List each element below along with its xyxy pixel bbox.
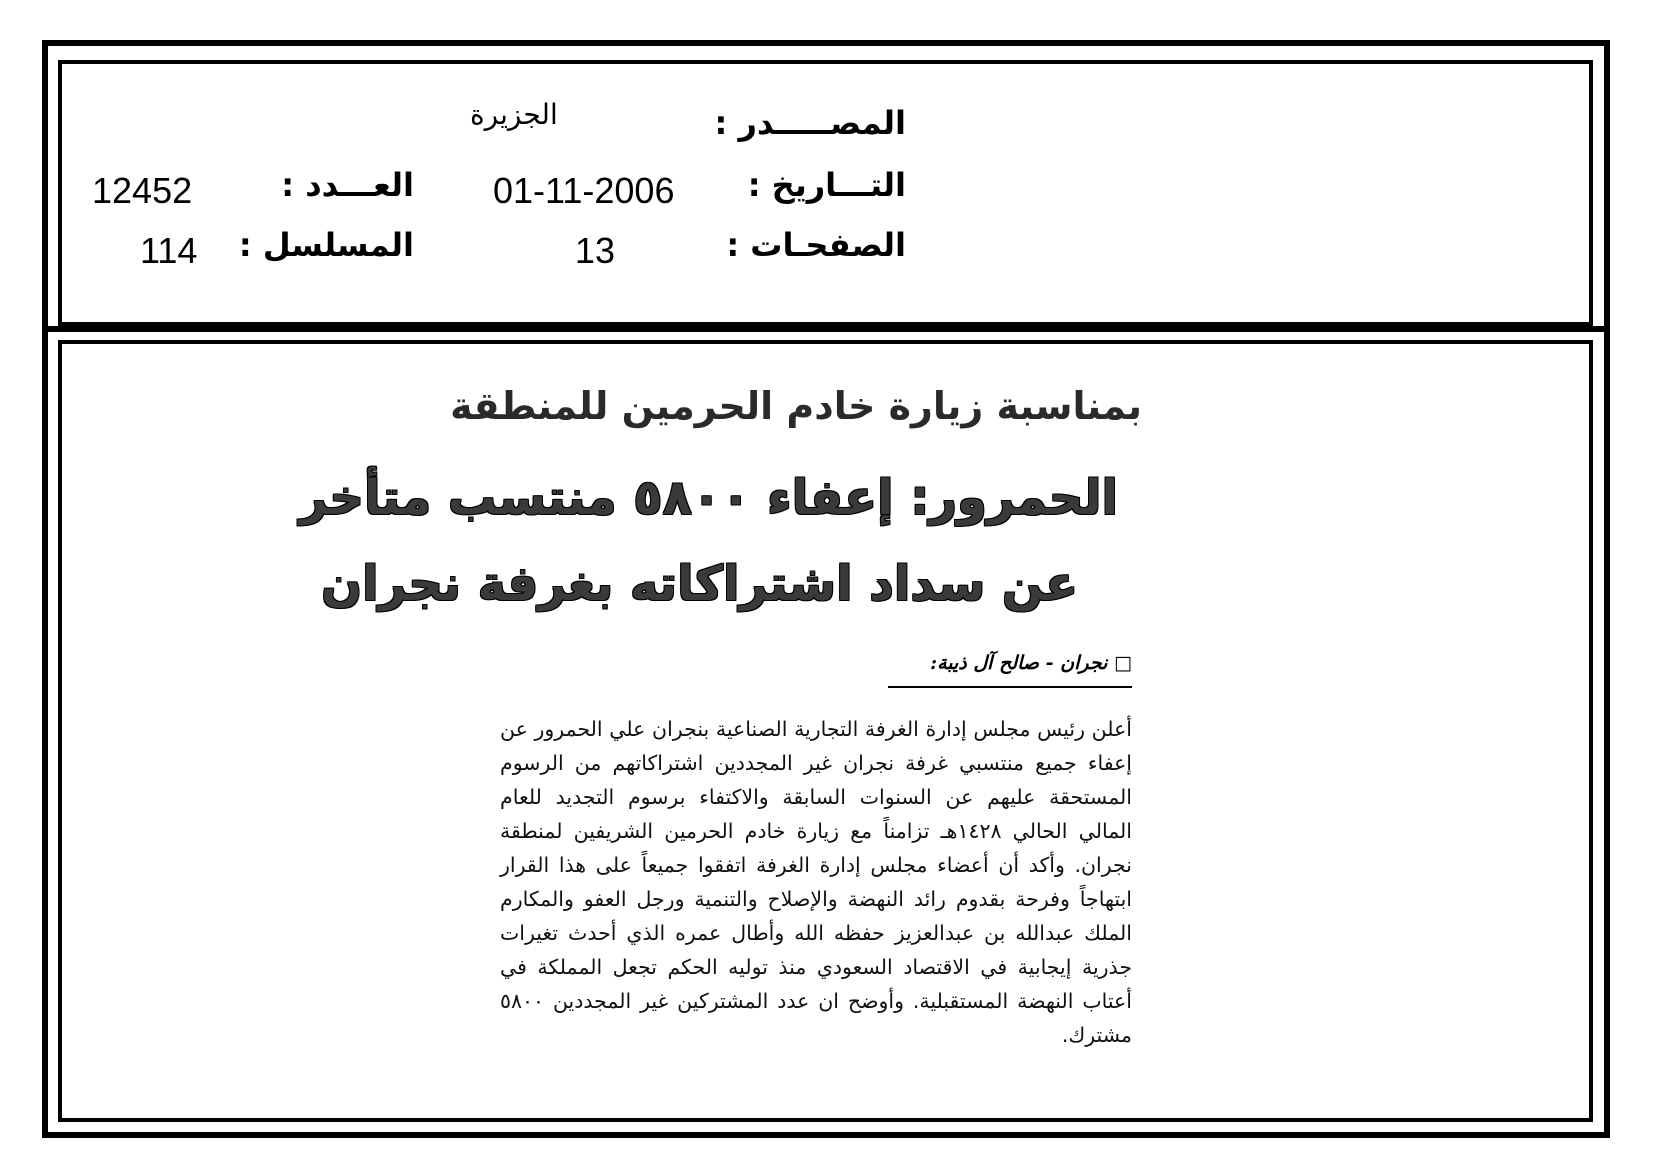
- date-value: 01-11-2006: [493, 170, 675, 211]
- headline-line-2: عن سداد اشتراكاته بغرفة نجران: [321, 556, 1078, 612]
- headline-line-1: الحمرور: إعفاء ٥٨٠٠ منتسب متأخر: [299, 470, 1118, 526]
- issue-value: 12452: [92, 170, 193, 211]
- date-label: التـــاريخ :: [747, 166, 906, 204]
- pages-value: 13: [575, 230, 616, 271]
- article-byline: □ نجران - صالح آل ذيبة:: [930, 652, 1132, 674]
- serial-label: المسلسل :: [238, 226, 414, 264]
- source-label: المصـــــدر :: [714, 104, 906, 142]
- source-value: الجزيرة: [470, 98, 558, 131]
- header-divider: [42, 326, 1610, 332]
- issue-label: العـــدد :: [281, 166, 414, 204]
- pages-label: الصفحـات :: [726, 226, 906, 264]
- byline-rule: [888, 686, 1132, 688]
- article-kicker: بمناسبة زيارة خادم الحرمين للمنطقة: [450, 384, 1142, 428]
- serial-value: 114: [140, 230, 198, 271]
- article-body: أعلن رئيس مجلس إدارة الغرفة التجارية الصناعية بنجران علي الحمرور عن إعفاء جميع منتسبي غرفة نجران غير المجددين اشتراكاتهم من الرسوم المستحقة عليهم عن السنوات السابقة والاكتفاء برسوم التجديد للعام المالي الحالي ١٤٢٨هـ تزامناً مع زيارة خادم الحرمين الشريفين لمنطقة نجران. وأكد أن أعضاء مجلس إدارة الغرفة اتفقوا جميعاً على هذا القرار ابتهاجاً وفرحة بقدوم رائد النهضة والإصلاح والتنمية ورجل العفو والمكارم الملك عبدالله بن عبدالعزيز حفظه الله وأطال عمره الذي أحدث تغيرات جذرية إيجابية في الاقتصاد السعودي منذ توليه الحكم تجعل المملكة في أعتاب النهضة المستقبلية. وأوضح ان عدد المشتركين غير المجددين ٥٨٠٠ مشترك.: [500, 717, 1132, 1047]
